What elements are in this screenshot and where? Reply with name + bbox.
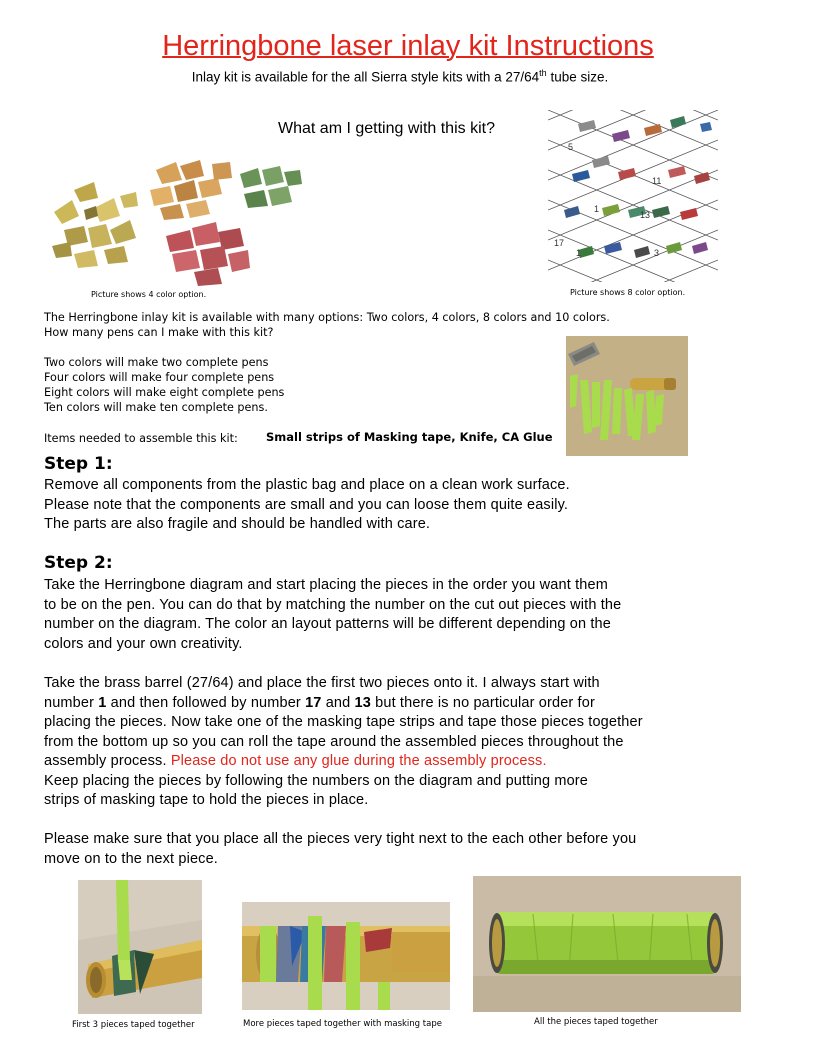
four-color-caption: Picture shows 4 color option. <box>91 290 207 299</box>
more-pieces-photo <box>242 902 450 1010</box>
step-2-line: to be on the pen. You can do that by matching the number on the cut out pieces with the <box>44 596 622 613</box>
step-2-line: Keep placing the pieces by following the numbers on the diagram and putting more <box>44 772 588 789</box>
bold-number: 17 <box>305 694 322 711</box>
tape-strips-image <box>566 336 688 456</box>
page-title: Herringbone laser inlay kit Instructions <box>162 30 654 62</box>
text-run: and <box>321 694 355 711</box>
photo-caption: First 3 pieces taped together <box>72 1020 195 1030</box>
pens-list-item: Four colors will make four complete pens <box>44 371 275 384</box>
step-2-line: Please make sure that you place all the pieces very tight next to the each other before you <box>44 831 637 847</box>
step-2-paragraph-1 <box>44 576 621 654</box>
how-many-question: How many pens can I make with this kit? <box>44 326 274 339</box>
step-2-line: placing the pieces. Now take one of the masking tape strips and tape those pieces together <box>44 714 643 730</box>
bold-number: 13 <box>354 694 371 711</box>
step-2-line: from the bottom up so you can roll the tape around the assembled pieces throughout the <box>44 733 624 750</box>
items-needed-value: Small strips of Masking tape, Knife, CA Glue <box>266 430 553 444</box>
eight-color-caption: Picture shows 8 color option. <box>570 288 686 297</box>
subtitle-text: Inlay kit is available for the all Sierra style kits with a 27/64 <box>191 69 540 85</box>
diagram-number: 11 <box>652 176 662 186</box>
step-2-line: colors and your own creativity. <box>44 635 243 652</box>
step-2-line: number on the diagram. The color an layout patterns will be different depending on the <box>44 616 611 632</box>
text-run: assembly process. <box>44 753 171 769</box>
step-2-line: Take the brass barrel (27/64) and place the first two pieces onto it. I always start with <box>44 675 600 691</box>
step-1-heading: Step 1: <box>44 454 113 474</box>
diagram-number: 17 <box>554 238 565 248</box>
subtitle-superscript: th <box>539 68 547 78</box>
text-run: number <box>44 694 99 711</box>
herringbone-diagram-image <box>548 110 718 282</box>
pens-list-item: Two colors will make two complete pens <box>44 356 269 369</box>
diagram-number: 1 <box>594 204 600 214</box>
diagram-number: 13 <box>640 210 651 220</box>
step-2-line: Take the Herringbone diagram and start placing the pieces in the order you want them <box>44 577 608 593</box>
step-1-line: The parts are also fragile and should be handled with care. <box>44 516 431 532</box>
text-run: but there is no particular order for <box>370 694 595 711</box>
diagram-number: 3 <box>654 248 660 258</box>
pens-list-item: Ten colors will make ten complete pens. <box>44 401 268 414</box>
step-2-paragraph-2 <box>44 674 643 811</box>
text-run: and then followed by number <box>106 694 306 711</box>
diagram-number: 5 <box>568 142 574 152</box>
kit-contents-question: What am I getting with this kit? <box>278 120 495 137</box>
page-subtitle <box>0 68 800 85</box>
photo-caption: More pieces taped together with masking tape <box>243 1019 442 1029</box>
step-2-line: strips of masking tape to hold the pieces in place. <box>44 792 369 808</box>
options-text: The Herringbone inlay kit is available with many options: Two colors, 4 colors, 8 colors and 10 colors. <box>44 311 610 324</box>
step-2-heading: Step 2: <box>44 553 113 573</box>
no-glue-warning: Please do not use any glue during the assembly process. <box>170 753 547 769</box>
photo-caption: All the pieces taped together <box>534 1017 658 1027</box>
step-1-line: Please note that the components are small and you can loose them quite easily. <box>44 496 569 513</box>
all-pieces-photo <box>473 876 741 1012</box>
step-2-line <box>44 752 643 772</box>
subtitle-text-end: tube size. <box>546 69 609 85</box>
first-three-pieces-photo <box>78 880 202 1014</box>
items-needed-label: Items needed to assemble this kit: <box>44 432 238 445</box>
four-color-pieces-image <box>44 150 306 290</box>
step-2-paragraph-3 <box>44 830 636 869</box>
step-2-line: move on to the next piece. <box>44 850 218 867</box>
step-1-line: Remove all components from the plastic bag and place on a clean work surface. <box>44 477 570 493</box>
step-2-line <box>44 694 643 714</box>
bold-number: 1 <box>98 694 107 711</box>
step-1-text <box>44 476 570 535</box>
pens-list <box>44 355 284 415</box>
pens-list-item: Eight colors will make eight complete pens <box>44 386 285 399</box>
diagram-number: 1 <box>576 248 582 258</box>
